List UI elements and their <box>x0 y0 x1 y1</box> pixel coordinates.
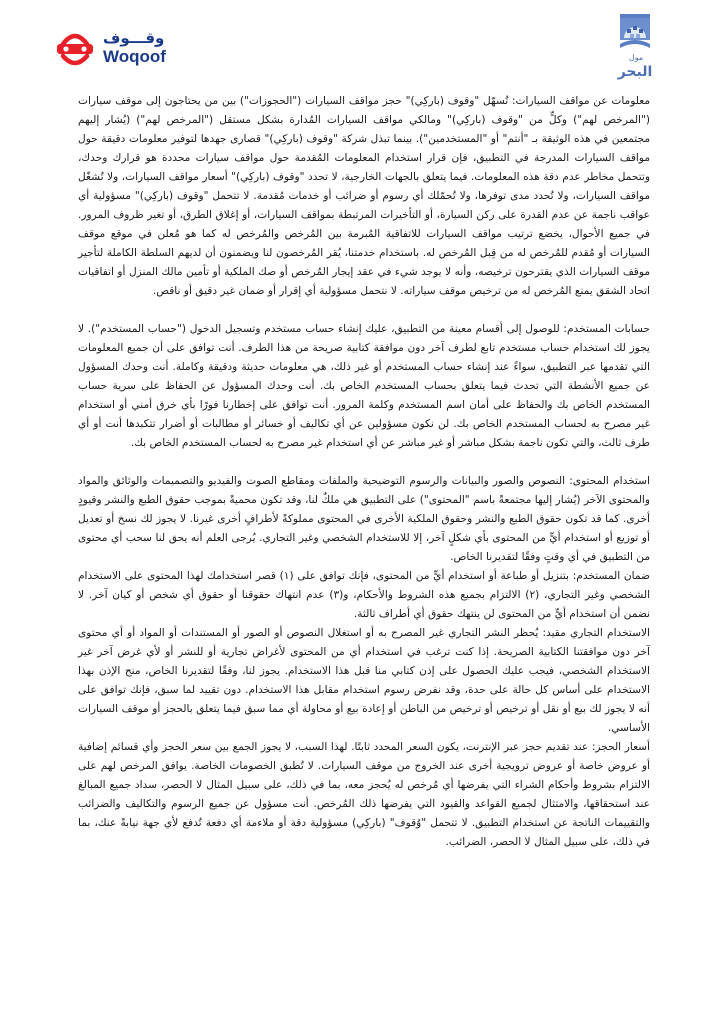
paragraph-booking-prices: أسعار الحجز: عند تقديم حجز عبر الإنترنت، يكون السعر المحدد ثابتًا. لهذا السبب، لا يجوز الجمع بين سعر الحجز وأي قسائم إضافية أو عروض خاصة أو عروض ترويجية أخرى عند الخروج من موقف السيارات. لا تُطبق الخصومات الخاصة. يوافق المرخص لهم على الالتزام بشروط وأحكام الشراء التي يفرضها أي مُرخص له يُحجز معه، بما في ذلك، على سبيل المثال لا الحصر، سداد جميع المبالغ عند استحقاقها، والامتثال لجميع القواعد والقيود التي يفرضها ذلك المُرخص. أنت مسؤول عن جميع الرسوم والتكاليف والضرائب والتقييمات الناتجة عن استخدام التطبيق. لا تتحمل "وُقوف" (باركِي) مسؤولية دقة أو ملاءمة أي دفعة تُدفع لأي جهة نيابةً عنك، بما في ذلك، على سبيل المثال لا الحصر، الضرائب. <box>78 741 650 848</box>
woqoof-logo-english: Woqoof <box>103 47 166 66</box>
page-header <box>0 0 724 92</box>
document-body <box>78 92 650 852</box>
paragraph-user-accounts: حسابات المستخدم: للوصول إلى أقسام معينة من التطبيق، عليك إنشاء حساب مستخدم وتسجيل الدخول ("حساب المستخدم"). لا يجوز لك استخدام حساب مستخدم تابع لطرف آخر دون موافقة كتابية صريحة من هذا الطرف. أنت توافق على أن جميع المعلومات التي تقدمها عبر التطبيق، سواءً عند إنشاء حساب المستخدم أو غير ذلك، هي معلومات حديثة ودقيقة وكاملة. أنت وحدك المسؤول عن جميع الأنشطة التي تحدث فيما يتعلق بحساب المستخدم الخاص بك. أنت وحدك المسؤول عن الحفاظ على سرية حساب المستخدم الخاص بك والحفاظ على أمان اسم المستخدم وكلمة المرور. أنت توافق على إخطارنا فورًا بأي خرق أمني أو استخدام غير مصرح به لحساب المستخدم الخاص بك. لن نكون مسؤولين عن أي تكاليف أو خسائر أو مطالبات أو أضرار تتكبدها أنت أو أي طرف ثالث، والتي تكون ناجمة بشكل مباشر أو غير مباشر عن أي استخدام غير مصرح به لحساب المستخدم الخاص بك. <box>78 323 650 449</box>
car-icon <box>55 30 95 66</box>
woqoof-logo <box>55 30 166 66</box>
mall-albahr-logo <box>616 14 654 80</box>
paragraph-content-use: استخدام المحتوى: النصوص والصور والبيانات والرسوم التوضيحية والملفات ومقاطع الصوت والفيديو والتصميمات والوثائق والمواد والمحتوى الآخر (يُشار إليها مجتمعةً باسم "المحتوى") على التطبيق هي ملكٌ لنا، وقد تكون محميةً بموجب حقوق الطبع والنشر وقيودٍ أخرى. كما قد تكون حقوق الطبع والنشر وحقوق الملكية الأخرى في المحتوى مملوكةً لأطرافٍ أخرى غيرنا. لا يجوز لك نسخ أو تعديل أو توزيع أو استخدام أيٍّ من المحتوى بأي شكلٍ آخر، إلا للاستخدام الشخصي وغير التجاري. يُرجى العلم أنه يحق لنا سحب أي محتوى من التطبيق في أي وقتٍ وفقًا لتقديرنا الخاص. <box>78 475 650 563</box>
woqoof-logo-arabic: وقـــوف <box>103 29 165 47</box>
svg-text:البحر: البحر <box>617 64 653 80</box>
svg-text:مول: مول <box>628 53 644 62</box>
paragraph-spacer <box>78 301 650 320</box>
paragraph-spacer <box>78 453 650 472</box>
paragraph-user-warranty: ضمان المستخدم: بتنزيل أو طباعة أو استخدام أيٍّ من المحتوى، فإنك توافق على (١) قصر استخدامك لهذا المحتوى على الاستخدام الشخصي وغير التجاري، (٢) الالتزام بجميع هذه الشروط والأحكام، و(٣) عدم انتهاك حقوقنا أو حقوق أي شخص أو كيان آخر. لا نضمن أن استخدام أيٍّ من المحتوى لن ينتهك حقوق أي أطراف ثالثة. <box>78 570 651 620</box>
paragraph-parking-info: معلومات عن مواقف السيارات: تُسهّل "وقوف (باركِي)" حجز مواقف السيارات ("الحجوزات") بين من يحتاجون إلى موقف سيارات ("المرخص لهم") وكلٍّ من "وقوف (باركِي)" ومالكي مواقف السيارات المُدارة بشكل مستقل ("المرخص لهم") (يُشار إليهم مجتمعين في هذه الوثيقة بـ "أنتم" أو "المستخدمين"). بينما تبذل شركة "وقوف (باركِي)" قصارى جهدها لتوفير معلومات دقيقة حول مواقف السيارات المدرجة في التطبيق، فإن قرار استخدام المعلومات المُقدمة حول مواقف سيارات محددة هو قرارك وحدك، وتتحمل مخاطر عدم دقة هذه المعلومات. فيما يتعلق بالجهات الخارجية، لا تحدد "وقوف (باركِي)" أسعار مواقف السيارات، ولا تُشغّل مواقف السيارات، ولا تُحدد مدى توفرها، ولا تُحمّلك أي رسوم أو ضرائب أو خدمات مُقدمة. لا تتحمل "وقوف (باركِي)" مسؤولية أي عواقب ناجمة عن عدم القدرة على ركن السيارة، أو التأخيرات المرتبطة بمواقف السيارات، أو إغلاق الطرق، أو تغير ظروف المرور. في جميع الأحوال، يخضع ترتيب مواقف السيارات للاتفاقية المُبرمة بين المُرخص والمُرخص له كما هو مُعلن في موقع موقف السيارات أو مُقدم للمُرخص له من قِبل المُرخص له. باستخدام خدمتنا، يُقر المُرخصون لنا ويضمنون أن لديهم السلطة الكاملة لتأجير موقف السيارات الذي يقترحون ترخيصه، وأنه لا يوجد شيء في عقد إيجار المُرخص أو صك الملكية أو تأمين مالك المنزل أو اتفاقيات اتحاد الشقق يمنع المُرخص له من ترخيص موقف سياراته. لا نتحمل مسؤولية أي إقرار أو ضمان غير دقيق أو ناقص. <box>78 95 650 297</box>
paragraph-commercial-use: الاستخدام التجاري مقيد: يُحظر النشر التجاري غير المصرح به أو استغلال النصوص أو الصور أو المستندات أو المواد أو أي محتوى آخر دون موافقتنا الكتابية الصريحة. إذا كنت ترغب في استخدام أي من المحتوى لأغراض تجارية أو للنشر أو لأي غرض آخر غير الاستخدام الشخصي، فيجب عليك الحصول على إذن كتابي منا قبل هذا الاستخدام. يجوز لنا، وفقًا لتقديرنا الخاص، منح الإذن بهذا الاستخدام على أساس كل حالة على حدة، وقد نفرض رسوم استخدام مقابل هذا الاستخدام. دون تقييد لما سبق، فإنك توافق على أنه لا يجوز لك بيع أو نقل أو ترخيص أو ترخيص من الباطن أو إعادة بيع أو محاولة أي مما سبق فيما يتعلق بالحجز أو موقف السيارات الأساسي. <box>78 627 650 734</box>
